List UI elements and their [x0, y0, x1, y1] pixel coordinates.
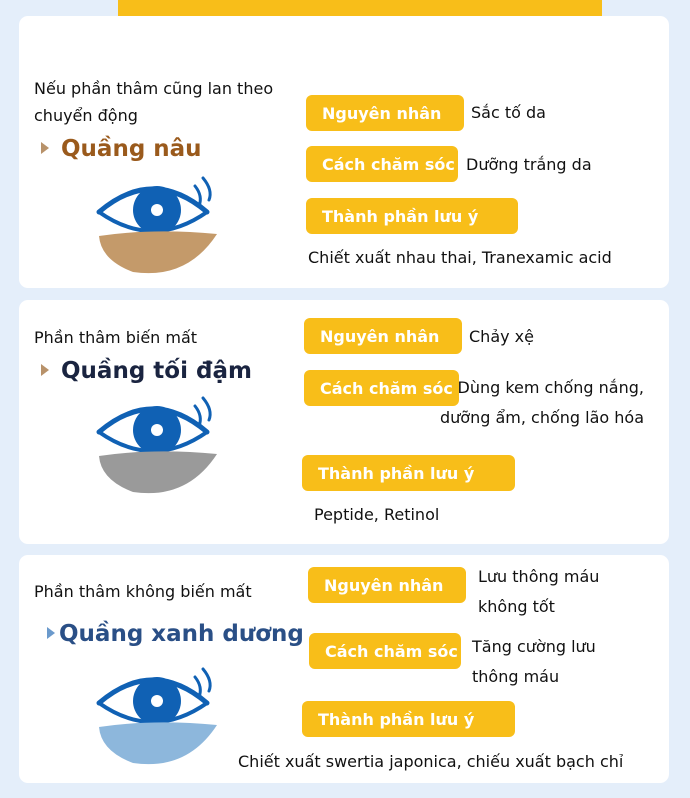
eye-dark-icon [87, 388, 237, 498]
ingredient-label: Thành phần lưu ý [306, 198, 518, 234]
care-value: Dùng kem chống nắng, dưỡng ẩm, chống lão hóa [440, 378, 644, 427]
section-brown [19, 16, 669, 288]
ingredient-value: Chiết xuất nhau thai, Tranexamic acid [308, 248, 612, 267]
ingredient-value: Chiết xuất swertia japonica, chiếu xuất bạch chỉ [238, 752, 624, 771]
section-blue [19, 555, 669, 783]
cause-value: Chảy xệ [469, 327, 534, 346]
care-value: Dưỡng trắng da [466, 155, 592, 174]
ingredient-label: Thành phần lưu ý [302, 455, 515, 491]
triangle-icon [41, 142, 49, 154]
cause-label: Nguyên nhân [308, 567, 466, 603]
cause-value: Lưu thông máu không tốt [478, 567, 600, 616]
triangle-icon [41, 364, 49, 376]
triangle-icon [47, 627, 55, 639]
ingredient-value: Peptide, Retinol [314, 505, 440, 524]
section-dark [19, 300, 669, 544]
cause-label: Nguyên nhân [304, 318, 462, 354]
type-title: Quầng tối đậm [41, 358, 252, 384]
eye-blue-icon [87, 659, 237, 769]
ingredient-label: Thành phần lưu ý [302, 701, 515, 737]
section-intro: Nếu phần thâm cũng lan theo chuyển động [34, 79, 274, 125]
type-title: Quầng nâu [41, 136, 202, 162]
care-label: Cách chăm sóc [309, 633, 461, 669]
type-title: Quầng xanh dương [47, 621, 304, 647]
section-intro: Phần thâm không biến mất [34, 582, 252, 601]
cause-label: Nguyên nhân [306, 95, 464, 131]
cause-value: Sắc tố da [471, 103, 546, 122]
care-label: Cách chăm sóc [304, 370, 459, 406]
eye-brown-icon [87, 168, 237, 278]
care-value: Tăng cường lưu thông máu [472, 637, 596, 686]
care-label: Cách chăm sóc [306, 146, 458, 182]
section-intro: Phần thâm biến mất [34, 328, 198, 347]
